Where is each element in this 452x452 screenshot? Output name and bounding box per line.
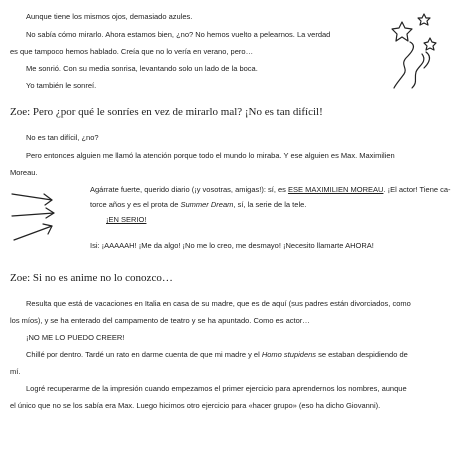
- opening-line-4: Yo también le sonreí.: [26, 81, 97, 90]
- opening-line-2a: No sabía cómo mirarlo. Ahora estamos bien, ¿no? No hemos vuelto a pelearnos. La verdad: [26, 30, 331, 39]
- section2-p3b: mí.: [10, 367, 21, 376]
- section1-line-2b: Moreau.: [10, 168, 38, 177]
- note-line-3: ¡EN SERIO!: [106, 215, 147, 224]
- section2-p4a: Logré recuperarme de la impresión cuando empezamos el primer ejercicio para aprendernos los nombres, aunque: [26, 384, 407, 393]
- nickname: Homo stupidens: [261, 350, 317, 359]
- underlined-name: ESE MAXIMILIEN MOREAU: [288, 185, 384, 194]
- section2-p1b: los míos), y se ha enterado del campamento de teatro y se ha apuntado. Como es actor…: [10, 316, 310, 325]
- note-line-2: torce años y es el prota de Summer Dream, sí, la serie de la tele.: [90, 200, 307, 209]
- section2-p4b: el único que no se los sabía era Max. Luego hicimos otro ejercicio para «hacer grupo» (eso ha dicho Giovanni).: [10, 401, 381, 410]
- section2-p3a: Chillé por dentro. Tardé un rato en darme cuenta de que mi madre y el Homo stupidens se estaban despidiendo de: [26, 350, 408, 359]
- section1-line-1: No es tan difícil, ¿no?: [26, 133, 99, 142]
- note-line-4: Isi: ¡AAAAAH! ¡Me da algo! ¡No me lo creo, me desmayo! ¡Necesito llamarte AHORA!: [90, 241, 374, 250]
- section1-line-2a: Pero entonces alguien me llamó la atención porque todo el mundo lo miraba. Y ese alguien es Max. Maximilien: [26, 151, 395, 160]
- note-line-1: Agárrate fuerte, querido diario (¡y vosotras, amigas!): sí, es ESE MAXIMILIEN MOREAU. ¡El actor! Tiene ca-: [90, 185, 451, 194]
- heading-zoe-2: Zoe: Si no es anime no lo conozco…: [10, 272, 173, 284]
- opening-line-2b: es que tampoco hemos hablado. Creía que no lo vería en verano, pero…: [10, 47, 254, 56]
- section2-p2: ¡NO ME LO PUEDO CREER!: [26, 333, 125, 342]
- opening-line-1: Aunque tiene los mismos ojos, demasiado azules.: [26, 12, 193, 21]
- series-title: Summer Dream: [180, 200, 234, 209]
- heading-zoe-1: Zoe: Pero ¿por qué le sonríes en vez de mirarlo mal? ¡No es tan difícil!: [10, 106, 323, 118]
- arrows-doodle-icon: [8, 186, 66, 246]
- section2-p1a: Resulta que está de vacaciones en Italia en casa de su madre, que es de aquí (sus padres están divorciados, como: [26, 299, 411, 308]
- opening-line-3: Me sonrió. Con su media sonrisa, levantando solo un lado de la boca.: [26, 64, 258, 73]
- stars-doodle-icon: [380, 8, 444, 110]
